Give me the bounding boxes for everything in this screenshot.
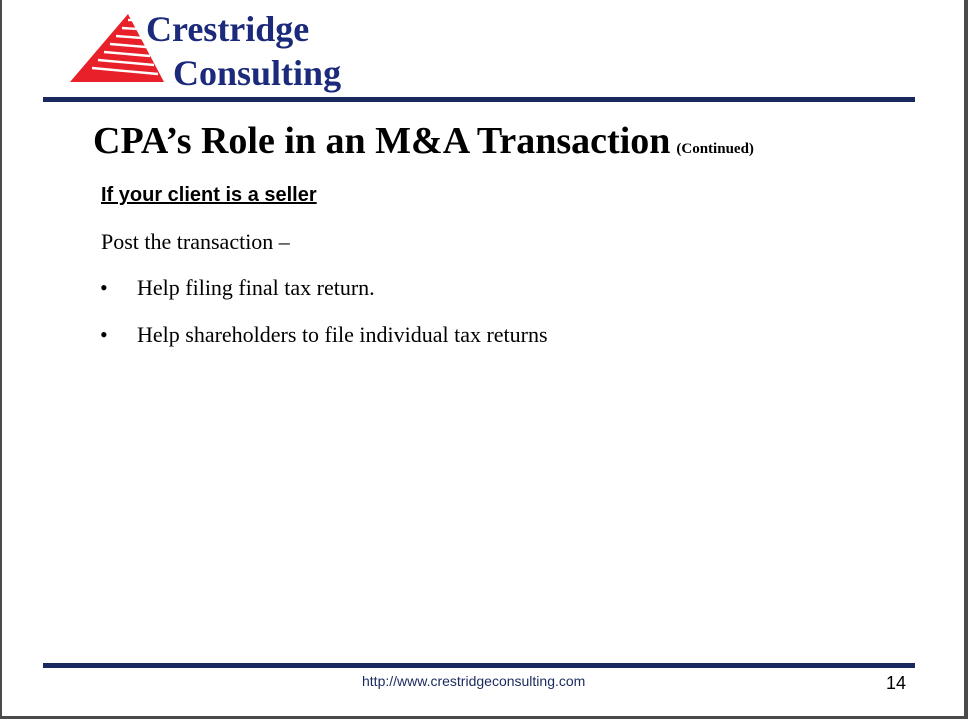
logo-text-line1: Crestridge <box>146 9 310 49</box>
section-heading: If your client is a seller <box>101 184 317 206</box>
header-divider <box>43 97 915 102</box>
bullet-item-shareholder-returns: Help shareholders to file individual tax returns <box>137 322 548 347</box>
logo-text-line2: Consulting <box>173 53 342 93</box>
page-number: 14 <box>886 673 907 693</box>
bullet-item-final-tax-return: Help filing final tax return. <box>137 275 375 300</box>
bullet-marker: • <box>100 275 108 300</box>
footer-divider <box>43 663 915 668</box>
slide-title <box>93 118 754 172</box>
slide-page <box>2 0 964 716</box>
intro-text: Post the transaction – <box>101 229 290 254</box>
slide-title-suffix: (Continued) <box>676 141 754 157</box>
bullet-marker: • <box>100 322 108 347</box>
footer-url: http://www.crestridgeconsulting.com <box>362 673 586 689</box>
slide-title-text: CPA’s Role in an M&A Transaction <box>93 120 671 162</box>
